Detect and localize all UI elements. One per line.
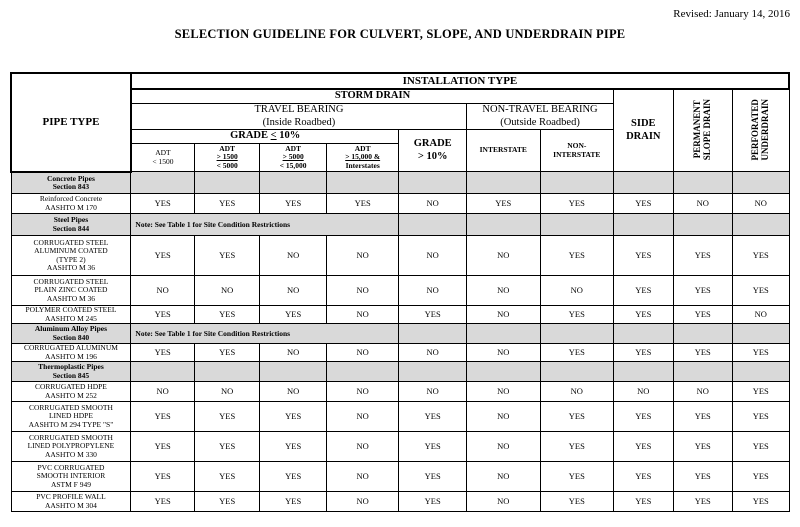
value-cell: YES	[732, 382, 789, 402]
permanent-slope-drain-header	[673, 89, 732, 172]
value-cell: YES	[194, 402, 260, 432]
value-cell: YES	[673, 236, 732, 276]
value-cell: NO	[326, 276, 399, 306]
section-label: Steel Pipes Section 844	[11, 214, 131, 236]
non-interstate-header: NON- INTERSTATE	[540, 130, 614, 172]
value-cell: YES	[673, 432, 732, 462]
adt-15000-line2: > 15,000 &	[345, 152, 381, 162]
empty-cell	[466, 324, 540, 344]
value-cell: NO	[194, 382, 260, 402]
value-cell: YES	[614, 402, 673, 432]
pipe-name: CORRUGATED STEEL PLAIN ZINC COATED AASHTO M 36	[11, 276, 131, 306]
empty-cell	[131, 362, 194, 382]
value-cell: YES	[540, 462, 614, 492]
pipe-row	[11, 402, 789, 432]
empty-cell	[399, 324, 467, 344]
value-cell: YES	[131, 306, 194, 324]
value-cell: NO	[260, 344, 327, 362]
value-cell: YES	[466, 194, 540, 214]
value-cell: NO	[326, 236, 399, 276]
value-cell: YES	[732, 236, 789, 276]
value-cell: NO	[466, 344, 540, 362]
grade-gt-10-header: GRADE > 10%	[399, 130, 467, 172]
value-cell: YES	[399, 402, 467, 432]
empty-cell	[732, 214, 789, 236]
adt-15000-header	[326, 144, 399, 172]
adt-5000-15000-line3: < 15,000	[279, 160, 307, 170]
section-note: Note: See Table 1 for Site Condition Restrictions	[131, 214, 399, 236]
empty-cell	[326, 362, 399, 382]
value-cell: YES	[673, 492, 732, 512]
pipe-name: CORRUGATED STEEL ALUMINUM COATED (TYPE 2) AASHTO M 36	[11, 236, 131, 276]
value-cell: YES	[614, 492, 673, 512]
empty-cell	[131, 172, 194, 194]
value-cell: YES	[260, 402, 327, 432]
value-cell: YES	[614, 462, 673, 492]
adt-lt-1500-header: ADT < 1500	[131, 144, 194, 172]
empty-cell	[466, 362, 540, 382]
value-cell: YES	[194, 306, 260, 324]
empty-cell	[466, 172, 540, 194]
value-cell: YES	[194, 492, 260, 512]
value-cell: YES	[131, 344, 194, 362]
value-cell: YES	[732, 276, 789, 306]
empty-cell	[399, 362, 467, 382]
value-cell: YES	[732, 462, 789, 492]
perforated-underdrain-label: PERFORATED UNDERDRAIN	[749, 98, 770, 161]
value-cell: YES	[399, 306, 467, 324]
value-cell: YES	[673, 402, 732, 432]
section-row	[11, 214, 789, 236]
value-cell: NO	[326, 432, 399, 462]
value-cell: YES	[260, 432, 327, 462]
revised-date: Revised: January 14, 2016	[673, 8, 790, 20]
value-cell: NO	[540, 382, 614, 402]
value-cell: YES	[614, 276, 673, 306]
value-cell: NO	[326, 492, 399, 512]
pipe-name: CORRUGATED HDPE AASHTO M 252	[11, 382, 131, 402]
value-cell: NO	[194, 276, 260, 306]
empty-cell	[673, 172, 732, 194]
travel-bearing-header: TRAVEL BEARING (Inside Roadbed)	[131, 104, 467, 130]
section-label: Concrete Pipes Section 843	[11, 172, 131, 194]
adt-1500-5000-line1: ADT	[219, 143, 236, 153]
value-cell: NO	[466, 276, 540, 306]
value-cell: YES	[732, 492, 789, 512]
section-row	[11, 362, 789, 382]
value-cell: YES	[131, 236, 194, 276]
value-cell: YES	[260, 492, 327, 512]
value-cell: YES	[540, 492, 614, 512]
grade-le-10-header	[131, 130, 399, 144]
empty-cell	[673, 214, 732, 236]
value-cell: NO	[326, 462, 399, 492]
empty-cell	[466, 214, 540, 236]
grade-le-10-prefix: GRADE	[230, 130, 271, 142]
grade-le-10-suffix: 10%	[276, 130, 301, 142]
pipe-row	[11, 462, 789, 492]
pipe-name: CORRUGATED ALUMINUM AASHTO M 196	[11, 344, 131, 362]
section-label: Thermoplastic Pipes Section 845	[11, 362, 131, 382]
value-cell: NO	[260, 276, 327, 306]
value-cell: YES	[399, 462, 467, 492]
value-cell: YES	[260, 306, 327, 324]
adt-5000-15000-header	[260, 144, 327, 172]
value-cell: YES	[326, 194, 399, 214]
value-cell: NO	[466, 462, 540, 492]
value-cell: NO	[540, 276, 614, 306]
value-cell: NO	[399, 194, 467, 214]
pipe-type-header: PIPE TYPE	[11, 73, 131, 172]
interstate-header: INTERSTATE	[466, 130, 540, 172]
value-cell: YES	[194, 432, 260, 462]
value-cell: YES	[260, 462, 327, 492]
section-label: Aluminum Alloy Pipes Section 840	[11, 324, 131, 344]
value-cell: NO	[399, 236, 467, 276]
value-cell: YES	[540, 402, 614, 432]
value-cell: YES	[614, 194, 673, 214]
adt-1500-5000-line2: > 1500	[216, 152, 238, 162]
empty-cell	[540, 324, 614, 344]
value-cell: YES	[614, 432, 673, 462]
value-cell: NO	[614, 382, 673, 402]
empty-cell	[194, 172, 260, 194]
storm-drain-header: STORM DRAIN	[131, 89, 614, 104]
empty-cell	[673, 324, 732, 344]
value-cell: NO	[131, 276, 194, 306]
value-cell: NO	[466, 382, 540, 402]
value-cell: NO	[466, 492, 540, 512]
value-cell: NO	[326, 382, 399, 402]
empty-cell	[540, 362, 614, 382]
value-cell: YES	[131, 432, 194, 462]
value-cell: NO	[399, 276, 467, 306]
section-row	[11, 324, 789, 344]
value-cell: YES	[673, 462, 732, 492]
empty-cell	[673, 362, 732, 382]
value-cell: NO	[673, 194, 732, 214]
empty-cell	[194, 362, 260, 382]
empty-cell	[260, 362, 327, 382]
value-cell: YES	[540, 194, 614, 214]
empty-cell	[732, 362, 789, 382]
pipe-row	[11, 432, 789, 462]
side-drain-header: SIDE DRAIN	[614, 89, 673, 172]
adt-1500-5000-line3: < 5000	[216, 160, 238, 170]
value-cell: YES	[732, 344, 789, 362]
value-cell: YES	[194, 462, 260, 492]
pipe-name: CORRUGATED SMOOTH LINED HDPE AASHTO M 294 TYPE "S"	[11, 402, 131, 432]
value-cell: NO	[732, 306, 789, 324]
adt-1500-5000-header	[194, 144, 260, 172]
empty-cell	[399, 172, 467, 194]
non-travel-bearing-header: NON-TRAVEL BEARING (Outside Roadbed)	[466, 104, 613, 130]
value-cell: YES	[399, 492, 467, 512]
pipe-name: POLYMER COATED STEEL AASHTO M 245	[11, 306, 131, 324]
value-cell: YES	[131, 492, 194, 512]
empty-cell	[614, 172, 673, 194]
pipe-row	[11, 344, 789, 362]
value-cell: NO	[466, 306, 540, 324]
installation-type-header: INSTALLATION TYPE	[131, 73, 789, 89]
value-cell: NO	[326, 402, 399, 432]
empty-cell	[326, 172, 399, 194]
empty-cell	[732, 172, 789, 194]
value-cell: YES	[194, 344, 260, 362]
pipe-row	[11, 306, 789, 324]
section-note: Note: See Table 1 for Site Condition Restrictions	[131, 324, 399, 344]
grade-le-10-symbol: <	[270, 130, 277, 142]
pipe-name: PVC PROFILE WALL AASHTO M 304	[11, 492, 131, 512]
pipe-selection-table	[10, 72, 790, 512]
empty-cell	[540, 214, 614, 236]
empty-cell	[260, 172, 327, 194]
value-cell: NO	[326, 344, 399, 362]
permanent-slope-drain-label: PERMANENT SLOPE DRAIN	[691, 98, 712, 161]
document-title: SELECTION GUIDELINE FOR CULVERT, SLOPE, AND UNDERDRAIN PIPE	[174, 27, 626, 41]
value-cell: YES	[194, 236, 260, 276]
value-cell: YES	[540, 432, 614, 462]
pipe-row	[11, 492, 789, 512]
value-cell: NO	[326, 306, 399, 324]
pipe-row	[11, 276, 789, 306]
value-cell: NO	[131, 382, 194, 402]
value-cell: YES	[614, 344, 673, 362]
value-cell: YES	[399, 432, 467, 462]
pipe-name: CORRUGATED SMOOTH LINED POLYPROPYLENE AASHTO M 330	[11, 432, 131, 462]
value-cell: NO	[732, 194, 789, 214]
value-cell: YES	[131, 462, 194, 492]
empty-cell	[614, 362, 673, 382]
value-cell: YES	[614, 236, 673, 276]
value-cell: YES	[732, 432, 789, 462]
value-cell: YES	[540, 306, 614, 324]
value-cell: YES	[194, 194, 260, 214]
value-cell: YES	[540, 236, 614, 276]
pipe-name: PVC CORRUGATED SMOOTH INTERIOR ASTM F 949	[11, 462, 131, 492]
adt-5000-15000-line1: ADT	[285, 143, 302, 153]
empty-cell	[732, 324, 789, 344]
pipe-row	[11, 194, 789, 214]
value-cell: YES	[673, 344, 732, 362]
value-cell: NO	[466, 402, 540, 432]
pipe-row	[11, 382, 789, 402]
adt-5000-15000-line2: > 5000	[282, 152, 304, 162]
value-cell: YES	[614, 306, 673, 324]
value-cell: YES	[131, 194, 194, 214]
section-row	[11, 172, 789, 194]
value-cell: NO	[260, 236, 327, 276]
value-cell: YES	[131, 402, 194, 432]
value-cell: NO	[260, 382, 327, 402]
value-cell: NO	[399, 382, 467, 402]
table-body	[11, 172, 789, 512]
value-cell: YES	[540, 344, 614, 362]
value-cell: NO	[399, 344, 467, 362]
empty-cell	[614, 214, 673, 236]
value-cell: NO	[466, 236, 540, 276]
adt-15000-line3: Interstates	[345, 160, 380, 170]
perforated-underdrain-header	[732, 89, 789, 172]
empty-cell	[399, 214, 467, 236]
value-cell: YES	[673, 276, 732, 306]
value-cell: NO	[466, 432, 540, 462]
empty-cell	[614, 324, 673, 344]
pipe-name: Reinforced Concrete AASHTO M 170	[11, 194, 131, 214]
value-cell: YES	[732, 402, 789, 432]
pipe-row	[11, 236, 789, 276]
value-cell: NO	[673, 382, 732, 402]
value-cell: YES	[673, 306, 732, 324]
adt-15000-line1: ADT	[354, 143, 371, 153]
value-cell: YES	[260, 194, 327, 214]
empty-cell	[540, 172, 614, 194]
